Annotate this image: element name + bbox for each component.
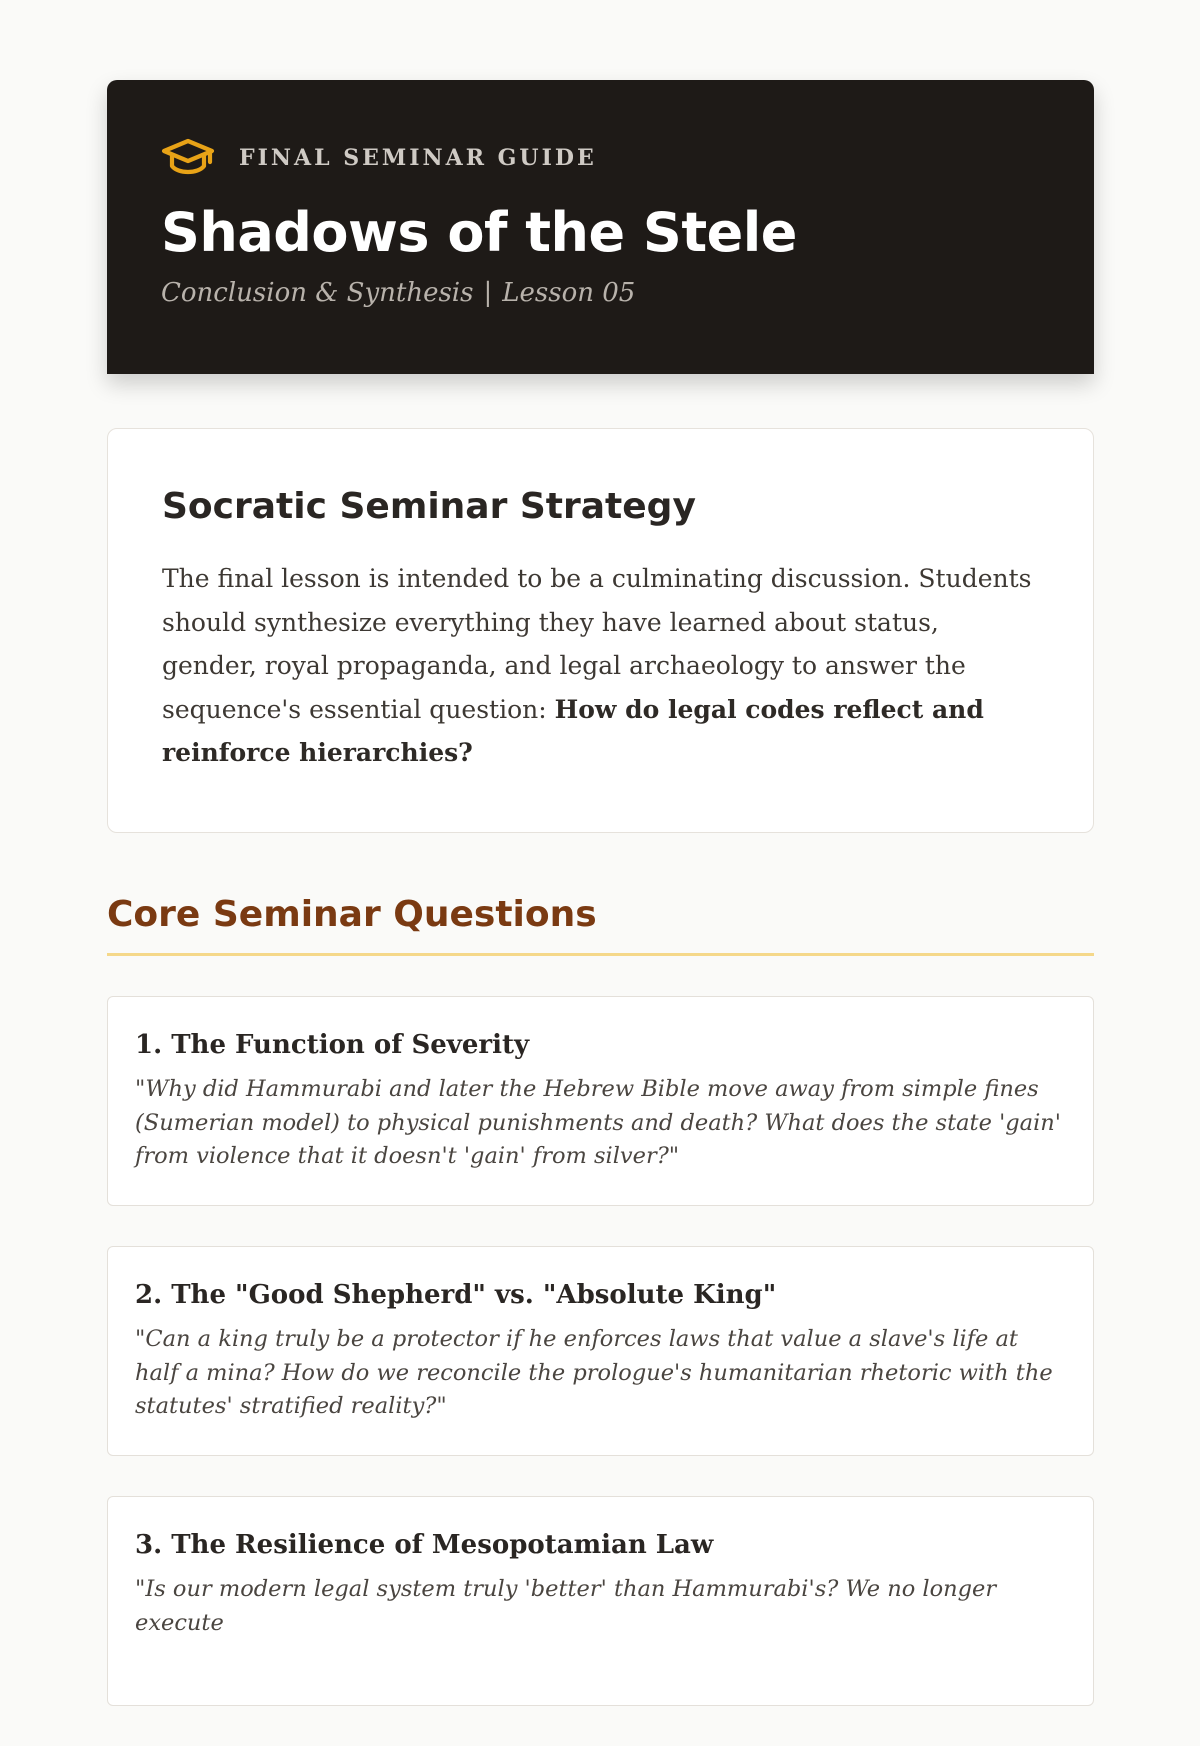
question-card	[107, 996, 1094, 1206]
eyebrow-label: FINAL SEMINAR GUIDE	[239, 145, 597, 171]
question-card	[107, 1496, 1094, 1706]
question-title: 3. The Resilience of Mesopotamian Law	[135, 1530, 714, 1560]
page-subtitle	[161, 278, 1040, 308]
strategy-title: Socratic Seminar Strategy	[162, 486, 696, 527]
question-text: "Can a king truly be a protector if he enforces laws that value a slave's life at half a mina? How do we reconcile the prologue's humanitarian rhetoric with the statutes' stratified reality?"	[135, 1326, 1053, 1419]
strategy-body	[162, 557, 1039, 775]
question-card	[107, 1246, 1094, 1456]
question-text: "Why did Hammurabi and later the Hebrew Bible move away from simple fines (Sumerian model) to physical punishments and death? What does the state 'gain' from violence that it doesn't 'gain' from silver?"	[135, 1076, 1061, 1169]
subtitle-separator: |	[483, 278, 493, 308]
question-title: 2. The "Good Shepherd" vs. "Absolute King"	[135, 1280, 777, 1310]
eyebrow-row	[161, 138, 1040, 178]
page	[107, 80, 1094, 1746]
question-text: "Is our modern legal system truly 'better' than Hammurabi's? We no longer execute	[135, 1576, 997, 1636]
strategy-body-text: The final lesson is intended to be a culminating discussion. Students should synthesize everything they have learned about status, gender, royal propaganda, and legal archaeology to answer the sequence's essential question:	[162, 564, 1032, 724]
question-title: 1. The Function of Severity	[135, 1030, 530, 1060]
graduation-cap-icon	[161, 138, 215, 178]
header-banner	[107, 80, 1094, 374]
section-title-core-questions: Core Seminar Questions	[107, 891, 1094, 956]
strategy-card	[107, 428, 1094, 833]
subtitle-lesson: Lesson 05	[502, 278, 636, 308]
page-title: Shadows of the Stele	[161, 201, 797, 264]
subtitle-section: Conclusion & Synthesis	[161, 278, 474, 308]
question-list	[107, 996, 1094, 1706]
essential-question: How do legal codes reflect and reinforce hierarchies?	[162, 694, 984, 767]
